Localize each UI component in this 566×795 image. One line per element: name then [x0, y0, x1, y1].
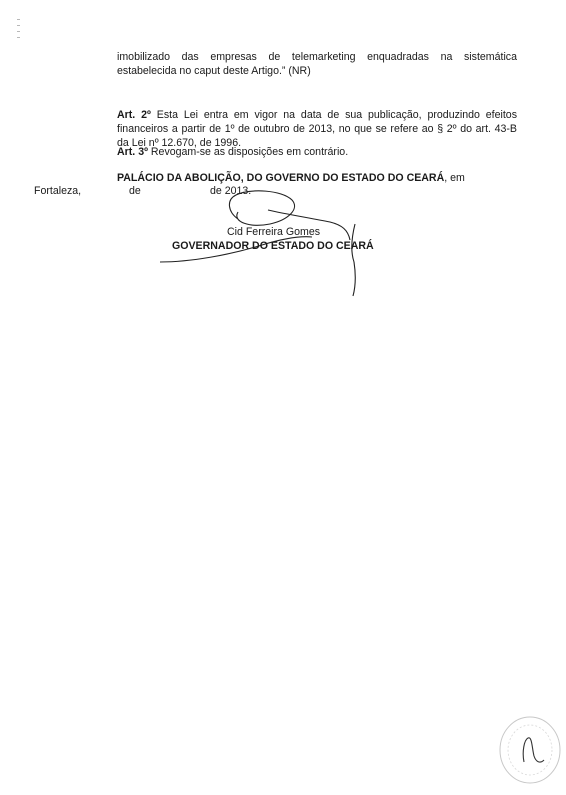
official-stamp — [494, 712, 562, 790]
art-3-label: Art. 3º — [117, 146, 148, 158]
paragraph-art-3 — [117, 145, 517, 159]
paragraph-art-2 — [117, 108, 517, 150]
margin-marks — [14, 14, 24, 54]
continuation-text: imobilizado das empresas de telemarketing enquadradas na sistemática estabelecida no caput deste Artigo.” (NR) — [117, 51, 517, 77]
paragraph-continuation — [117, 50, 517, 78]
signer-name: Cid Ferreira Gomes — [227, 226, 321, 238]
place-de: de — [129, 185, 141, 197]
palace-suffix: , em — [444, 172, 465, 184]
signer-office: GOVERNADOR DO ESTADO DO CEARÁ — [172, 240, 374, 252]
place-date: de 2013. — [210, 185, 252, 197]
closing-palace-line — [117, 171, 517, 185]
art-2-text: Esta Lei entra em vigor na data de sua publicação, produzindo efeitos financeiros a partir de 1º de outubro de 2013, no que se refere ao § 2º do art. 43-B da Lei nº 12.670, de 1996. — [117, 109, 517, 149]
art-2-label: Art. 2º — [117, 109, 151, 121]
palace-name: PALÁCIO DA ABOLIÇÃO, DO GOVERNO DO ESTADO DO CEARÁ — [117, 172, 445, 184]
place-city: Fortaleza, — [34, 185, 82, 197]
art-3-text: Revogam-se as disposições em contrário. — [147, 146, 349, 158]
